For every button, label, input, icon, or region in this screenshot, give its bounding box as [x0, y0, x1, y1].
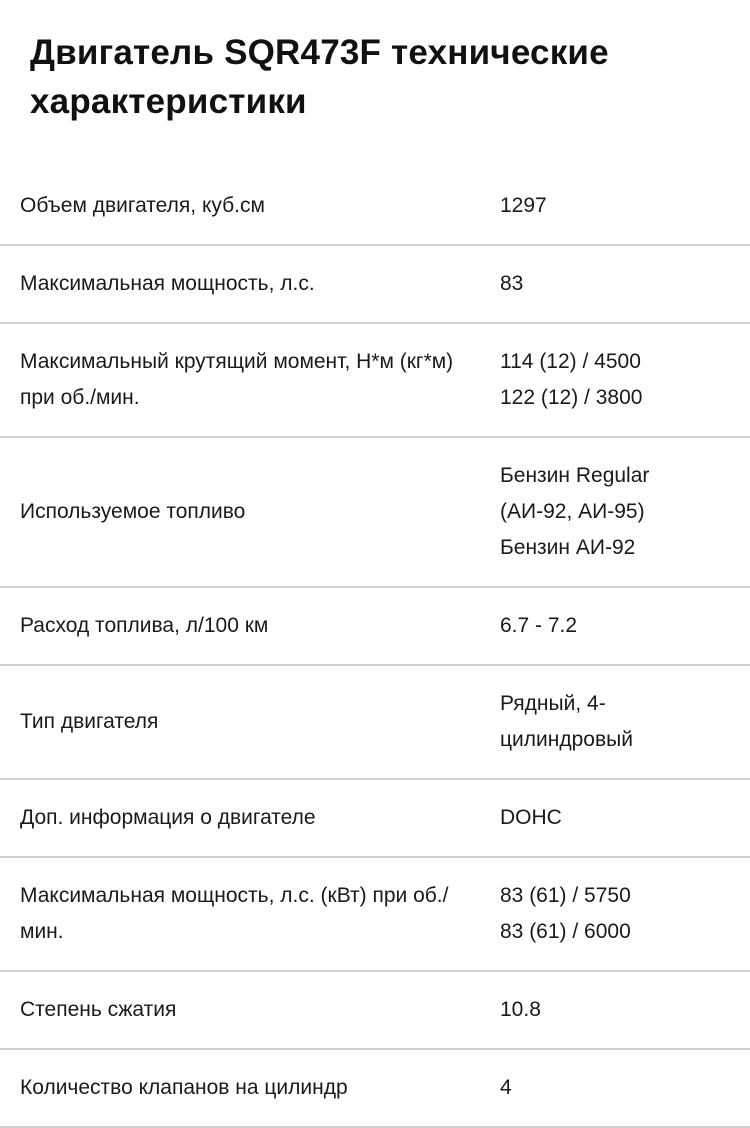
spec-label: Максимальный крутящий момент, Н*м (кг*м) при об./мин. [20, 350, 454, 409]
spec-row-fuel-type [0, 438, 750, 588]
spec-row-compression-ratio [0, 972, 750, 1050]
spec-row-engine-type [0, 666, 750, 780]
spec-row-extra-info [0, 780, 750, 858]
spec-row-valves-per-cylinder [0, 1050, 750, 1128]
spec-value: 114 (12) / 4500 122 (12) / 3800 [500, 350, 643, 409]
spec-value: 6.7 - 7.2 [500, 614, 578, 637]
spec-value: 1297 [500, 194, 547, 217]
page-title: Двигатель SQR473F технические характеристики [30, 33, 609, 121]
spec-label: Расход топлива, л/100 км [20, 614, 269, 637]
spec-value: 83 (61) / 5750 83 (61) / 6000 [500, 884, 631, 943]
spec-row-max-power-kw [0, 858, 750, 972]
spec-label: Доп. информация о двигателе [20, 806, 316, 829]
spec-value: Бензин Regular (АИ-92, АИ-95) Бензин АИ-92 [500, 464, 650, 559]
spec-value: DOHC [500, 806, 562, 829]
spec-value: Рядный, 4- цилиндровый [500, 692, 633, 751]
spec-value: 4 [500, 1076, 512, 1099]
spec-row-max-power [0, 246, 750, 324]
spec-row-max-torque [0, 324, 750, 438]
spec-value: 83 [500, 272, 524, 295]
spec-label: Тип двигателя [20, 710, 159, 733]
spec-row-engine-volume [0, 168, 750, 246]
spec-value: 10.8 [500, 998, 541, 1021]
spec-label: Максимальная мощность, л.с. (кВт) при об./мин. [20, 884, 449, 943]
spec-label: Используемое топливо [20, 500, 246, 523]
spec-label: Максимальная мощность, л.с. [20, 272, 315, 295]
spec-label: Количество клапанов на цилиндр [20, 1076, 348, 1099]
spec-table [0, 168, 750, 1128]
spec-label: Объем двигателя, куб.см [20, 194, 265, 217]
spec-row-fuel-consumption [0, 588, 750, 666]
spec-label: Степень сжатия [20, 998, 177, 1021]
